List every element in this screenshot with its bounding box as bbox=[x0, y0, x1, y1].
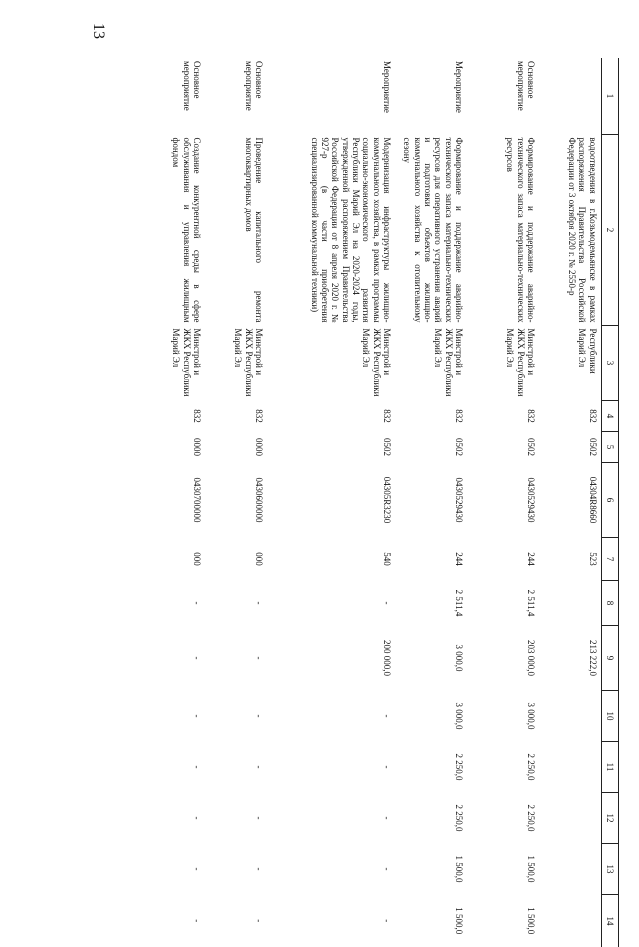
row-value-14 bbox=[539, 895, 601, 947]
row-description: водоотведения в г.Козьмодемьянске в рамках распоряжения Правительства Российской Федерации от 3 октября 2020 г. № 2550-р bbox=[539, 135, 601, 326]
page-number: 13 bbox=[89, 23, 107, 39]
row-description: Создание конкурентной среды в сфере обслуживания и управления жилищным фондом bbox=[145, 135, 205, 326]
row-expense-type: 000 bbox=[205, 538, 267, 581]
col-header-6: 6 bbox=[601, 463, 618, 538]
row-value-10: - bbox=[267, 691, 395, 742]
row-section-code: 0502 bbox=[539, 432, 601, 463]
row-executor: Минстрой и ЖКХ Республики Марий Эл bbox=[467, 326, 539, 401]
row-expense-type: 000 bbox=[145, 538, 205, 581]
table-row bbox=[539, 58, 601, 947]
row-type: Основное мероприятие bbox=[205, 58, 267, 135]
row-value-12: 2 250,0 bbox=[467, 793, 539, 844]
col-header-9: 9 bbox=[601, 626, 618, 691]
row-value-14: - bbox=[267, 895, 395, 947]
row-executor: Минстрой и ЖКХ Республики Марий Эл bbox=[267, 326, 395, 401]
row-value-9: 203 000,0 bbox=[467, 626, 539, 691]
row-ministry-code: 832 bbox=[267, 401, 395, 432]
row-value-8: - bbox=[205, 581, 267, 626]
col-header-5: 5 bbox=[601, 432, 618, 463]
row-description: Модернизация инфраструктуры жилищно-коммунального хозяйства, в рамках программы социально-экономического развития Республики Марий Эл на 2020-2024 годы, утвержденной распоряжением Правительства Российской Федерации от 8 апреля 2020 г. № 927-р (в части приобретения специализированной коммунальной техники) bbox=[267, 135, 395, 326]
row-value-13: - bbox=[267, 844, 395, 895]
row-value-12: 2 250,0 bbox=[395, 793, 467, 844]
row-value-12: - bbox=[145, 793, 205, 844]
row-section-code: 0000 bbox=[145, 432, 205, 463]
row-section-code: 0000 bbox=[205, 432, 267, 463]
row-value-13 bbox=[539, 844, 601, 895]
row-value-11: - bbox=[267, 742, 395, 793]
table-row bbox=[467, 58, 539, 947]
col-header-2: 2 bbox=[601, 135, 618, 326]
col-header-7: 7 bbox=[601, 538, 618, 581]
row-value-14: - bbox=[145, 895, 205, 947]
row-target-code: 0430700000 bbox=[145, 463, 205, 538]
row-value-10: - bbox=[205, 691, 267, 742]
row-value-12: - bbox=[205, 793, 267, 844]
table-row bbox=[267, 58, 395, 947]
row-description: Формирование и поддержание аварийно-технического запаса материально-технических ресурсов для оперативного устранения аварий и подготовки объектов жилищно-коммунального хозяйства к отопительному сезону bbox=[395, 135, 467, 326]
row-value-8: 2 511,4 bbox=[395, 581, 467, 626]
row-value-12: - bbox=[267, 793, 395, 844]
row-description: Проведение капитального ремонта многоквартирных домов bbox=[205, 135, 267, 326]
col-header-3: 3 bbox=[601, 326, 618, 401]
row-value-10: - bbox=[145, 691, 205, 742]
col-header-13: 13 bbox=[601, 844, 618, 895]
row-type: Мероприятие bbox=[395, 58, 467, 135]
row-value-9: 200 000,0 bbox=[267, 626, 395, 691]
row-value-10: 3 000,0 bbox=[467, 691, 539, 742]
row-value-13: 1 500,0 bbox=[395, 844, 467, 895]
row-type: Основное мероприятие bbox=[467, 58, 539, 135]
row-value-14: - bbox=[205, 895, 267, 947]
row-ministry-code: 832 bbox=[205, 401, 267, 432]
row-value-8: - bbox=[145, 581, 205, 626]
row-value-13: - bbox=[145, 844, 205, 895]
row-value-9: - bbox=[145, 626, 205, 691]
row-value-8: 2 511,4 bbox=[467, 581, 539, 626]
row-value-13: - bbox=[205, 844, 267, 895]
row-value-11 bbox=[539, 742, 601, 793]
row-value-9: 213 222,0 bbox=[539, 626, 601, 691]
row-value-8 bbox=[539, 581, 601, 626]
column-number-row bbox=[601, 58, 618, 947]
row-executor: Минстрой и ЖКХ Республики Марий Эл bbox=[395, 326, 467, 401]
row-value-11: 2 250,0 bbox=[395, 742, 467, 793]
row-value-12 bbox=[539, 793, 601, 844]
col-header-4: 4 bbox=[601, 401, 618, 432]
row-type bbox=[539, 58, 601, 135]
row-ministry-code: 832 bbox=[467, 401, 539, 432]
row-value-13: 1 500,0 bbox=[467, 844, 539, 895]
row-value-10: 3 000,0 bbox=[395, 691, 467, 742]
row-expense-type: 244 bbox=[467, 538, 539, 581]
row-expense-type: 540 bbox=[267, 538, 395, 581]
row-type: Мероприятие bbox=[267, 58, 395, 135]
row-ministry-code: 832 bbox=[395, 401, 467, 432]
row-value-9: - bbox=[205, 626, 267, 691]
row-executor: Минстрой и ЖКХ Республики Марий Эл bbox=[145, 326, 205, 401]
row-value-10 bbox=[539, 691, 601, 742]
row-executor: Республики Марий Эл bbox=[539, 326, 601, 401]
col-header-14: 14 bbox=[601, 895, 618, 947]
row-value-11: 2 250,0 bbox=[467, 742, 539, 793]
col-header-1: 1 bbox=[601, 58, 618, 135]
table-row bbox=[395, 58, 467, 947]
col-header-10: 10 bbox=[601, 691, 618, 742]
row-target-code: 0430600000 bbox=[205, 463, 267, 538]
row-ministry-code: 832 bbox=[145, 401, 205, 432]
row-value-14: 1 500,0 bbox=[467, 895, 539, 947]
row-description: Формирование и поддержание аварийно-технического запаса материально-технических ресурсов bbox=[467, 135, 539, 326]
table-row bbox=[205, 58, 267, 947]
table-row bbox=[145, 58, 205, 947]
row-value-11: - bbox=[145, 742, 205, 793]
row-target-code: 0430529430 bbox=[395, 463, 467, 538]
col-header-12: 12 bbox=[601, 793, 618, 844]
row-value-9: 3 000,0 bbox=[395, 626, 467, 691]
row-section-code: 0502 bbox=[395, 432, 467, 463]
row-target-code: 0430529430 bbox=[467, 463, 539, 538]
col-header-8: 8 bbox=[601, 581, 618, 626]
row-target-code: 04304R8660 bbox=[539, 463, 601, 538]
row-ministry-code: 832 bbox=[539, 401, 601, 432]
program-table bbox=[145, 58, 619, 947]
row-expense-type: 244 bbox=[395, 538, 467, 581]
row-value-8: - bbox=[267, 581, 395, 626]
row-value-11: - bbox=[205, 742, 267, 793]
row-executor: Минстрой и ЖКХ Республики Марий Эл bbox=[205, 326, 267, 401]
row-type: Основное мероприятие bbox=[145, 58, 205, 135]
row-section-code: 0502 bbox=[267, 432, 395, 463]
row-section-code: 0502 bbox=[467, 432, 539, 463]
row-expense-type: 523 bbox=[539, 538, 601, 581]
row-value-14: 1 500,0 bbox=[395, 895, 467, 947]
col-header-11: 11 bbox=[601, 742, 618, 793]
rotated-table-wrapper bbox=[89, 58, 619, 878]
row-target-code: 04305R3230 bbox=[267, 463, 395, 538]
